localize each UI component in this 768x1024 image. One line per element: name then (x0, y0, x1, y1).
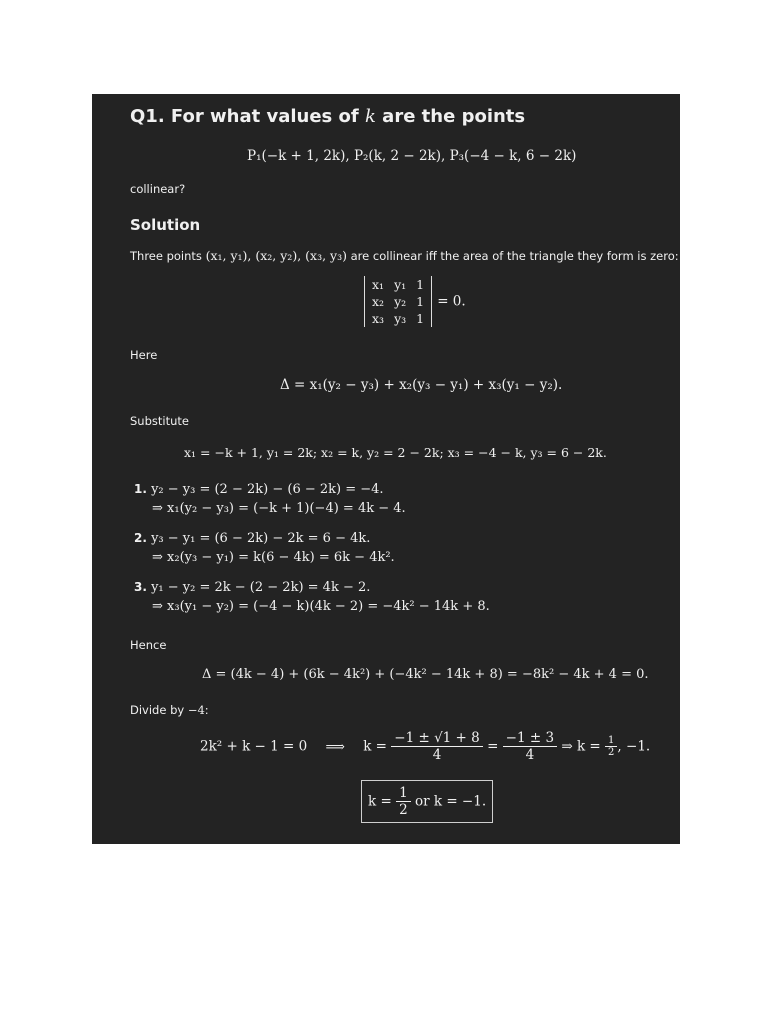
step-1: 1. y₂ − y₃ = (2 − 2k) − (6 − 2k) = −4. ⇒ x₁(y₂ − y₃) = (−k + 1)(−4) = 4k − 4. (134, 482, 406, 516)
here-label: Here (130, 348, 158, 362)
hence-label: Hence (130, 638, 167, 652)
step-3: 3. y₁ − y₂ = 2k − (2 − 2k) = 4k − 2. ⇒ x₃(y₁ − y₂) = (−4 − k)(4k − 2) = −4k² − 14k + 8. (134, 580, 490, 614)
substitute-label: Substitute (130, 414, 189, 428)
substitution-values: x₁ = −k + 1, y₁ = 2k; x₂ = k, y₂ = 2 − 2k; x₃ = −4 − k, y₃ = 6 − 2k. (184, 445, 607, 460)
question-title: Q1. For what values of k are the points (130, 106, 526, 127)
delta-result: Δ = (4k − 4) + (6k − 4k²) + (−4k² − 14k + 8) = −8k² − 4k + 4 = 0. (202, 667, 649, 682)
step-2: 2. y₃ − y₁ = (6 − 2k) − 2k = 6 − 4k. ⇒ x₂(y₃ − y₁) = k(6 − 4k) = 6k − 4k². (134, 531, 395, 565)
solution-heading: Solution (130, 216, 201, 234)
determinant: x₁ y₁ 1 x₂ y₂ 1 x₃ y₃ 1 = 0. (364, 276, 466, 327)
collinear-text: collinear? (130, 182, 186, 196)
divide-text: Divide by −4: (130, 703, 209, 717)
quadratic-solution: 2k² + k − 1 = 0 ⟹ k = $\frac{-1 \pm √1 + 8}{4}$ = $\frac{-1 \pm 3}{4}$ ⇒ k = $\frac{1}{2}$ , −1. (200, 730, 651, 763)
final-answer-box: k = $\frac{1}{2}$ or k = −1. (361, 780, 493, 823)
points-equation: P₁(−k + 1, 2k), P₂(k, 2 − 2k), P₃(−4 − k, 6 − 2k) (247, 148, 577, 164)
solution-panel (92, 94, 680, 844)
intro-text: Three points (x₁, y₁), (x₂, y₂), (x₃, y₃) are collinear iff the area of the triangle they form is zero: (130, 248, 679, 263)
delta-formula: Δ = x₁(y₂ − y₃) + x₂(y₃ − y₁) + x₃(y₁ − y₂). (280, 377, 563, 393)
